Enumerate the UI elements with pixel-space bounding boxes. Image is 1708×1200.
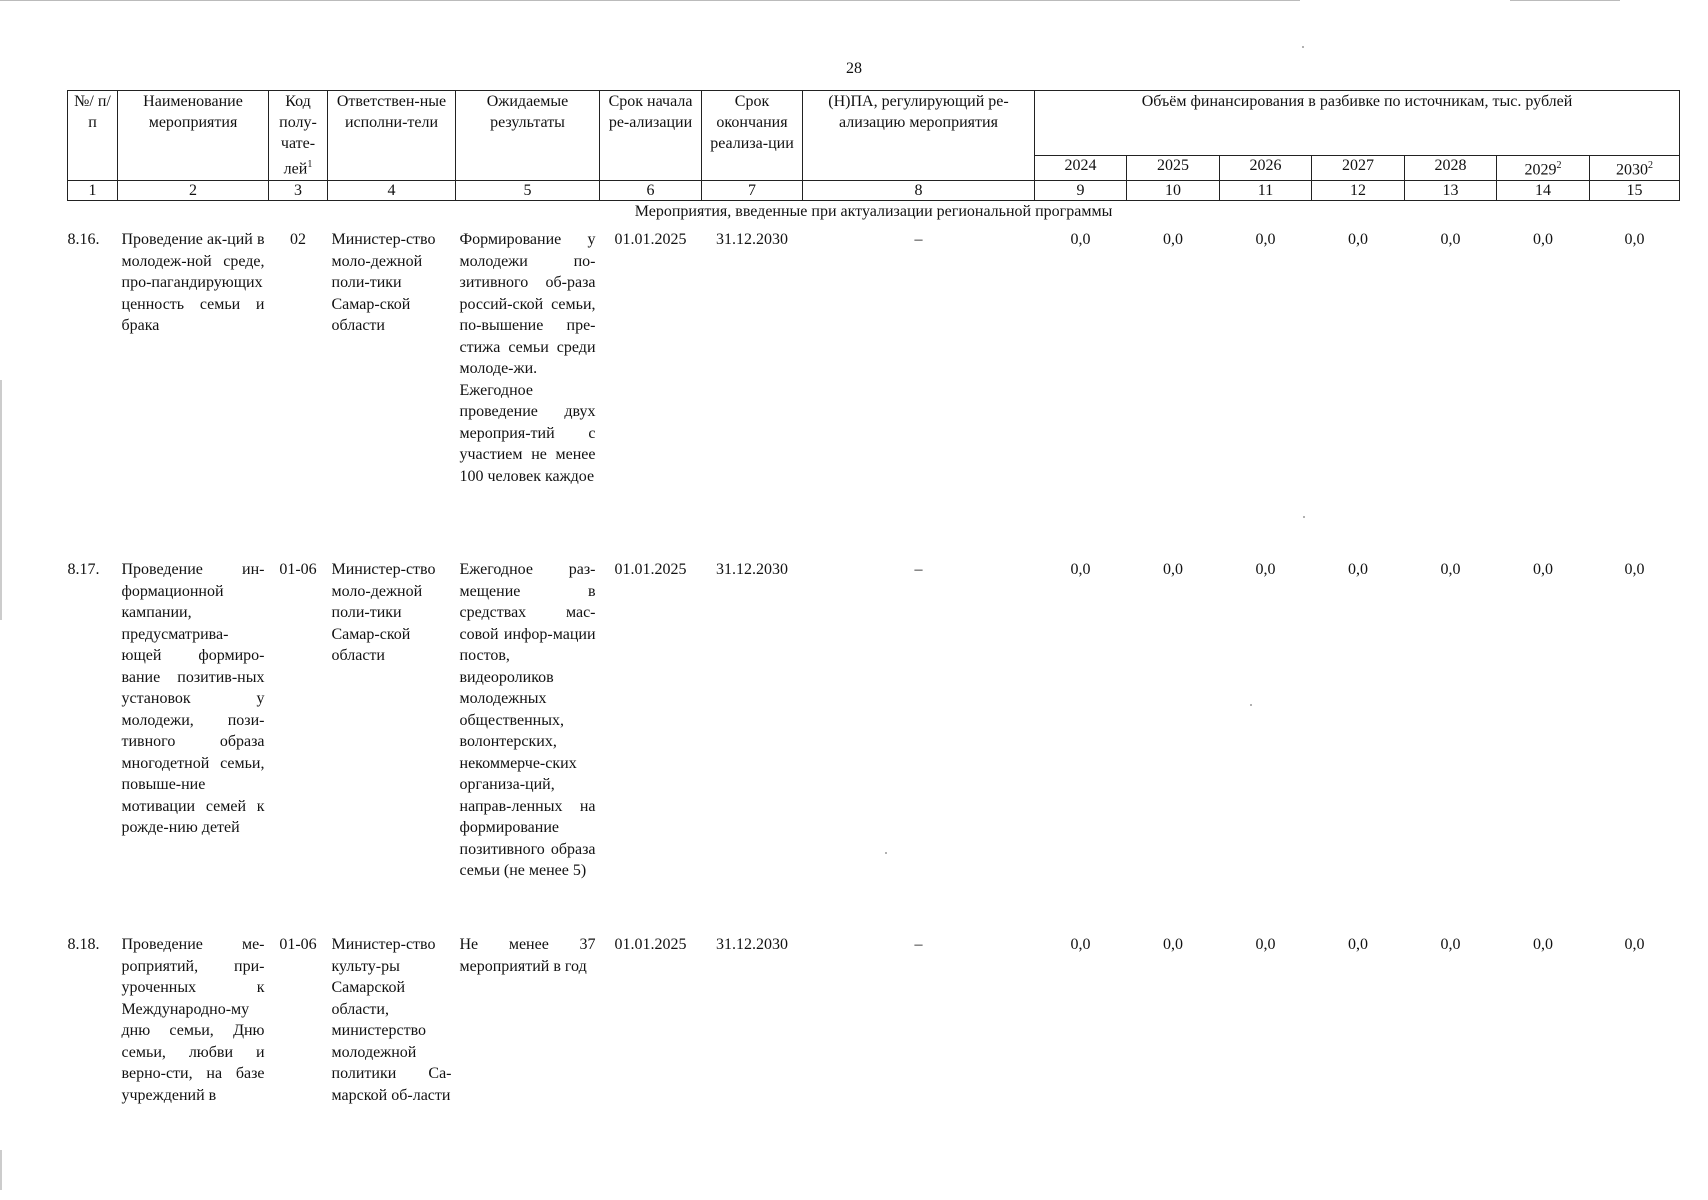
column-number: 4 <box>328 181 456 201</box>
legal-act: – <box>914 561 923 579</box>
scan-top-edge <box>1510 0 1620 1</box>
activity-name: Проведение ак-ций в молодеж-ной среде, про-пагандирующих ценность семьи и брака <box>121 231 265 335</box>
column-number: 1 <box>68 181 118 201</box>
legal-act: – <box>914 231 923 249</box>
executors: Министер-ство культу-ры Самарской области, министерство молодежной политики Са-марской об-ласти <box>331 936 452 1104</box>
funding-value: 0,0 <box>1163 936 1183 954</box>
column-number: 10 <box>1127 181 1220 201</box>
page-number: 28 <box>846 60 862 77</box>
recipient-code: 02 <box>290 231 306 249</box>
header-year: 2025 <box>1127 156 1220 181</box>
column-number: 11 <box>1220 181 1312 201</box>
row-number: 8.17. <box>67 561 100 579</box>
header-legal-act: (Н)ПА, регулирующий ре-ализацию мероприятия <box>803 91 1035 181</box>
column-number: 12 <box>1312 181 1405 201</box>
executors: Министер-ство моло-дежной поли-тики Самар-ской области <box>331 231 436 335</box>
funding-value: 0,0 <box>1440 561 1461 579</box>
table-row <box>68 553 1680 928</box>
column-number: 5 <box>456 181 600 201</box>
header-year: 2026 <box>1220 156 1312 181</box>
scan-left-edge <box>0 380 2 620</box>
table-row <box>68 223 1680 553</box>
funding-value: 0,0 <box>1255 231 1276 249</box>
funding-value: 0,0 <box>1533 561 1553 579</box>
column-number: 9 <box>1035 181 1127 201</box>
expected-results: Ежегодное раз-мещение в средствах мас-совой инфор-мации постов, видеороликов молодежных общественных, волонтерских, некоммерче-ских организа-ций, направ-ленных на формирование позитивного образа семьи (не менее 5) <box>459 561 596 880</box>
funding-value: 0,0 <box>1440 231 1461 249</box>
scan-speck <box>1302 46 1304 48</box>
header-funding: Объём финансирования в разбивке по источникам, тыс. рублей <box>1035 91 1680 156</box>
header-start-date: Срок начала ре-ализации <box>600 91 702 181</box>
funding-value: 0,0 <box>1163 561 1183 579</box>
program-activities-table <box>67 90 1680 1138</box>
header-year: 2024 <box>1035 156 1127 181</box>
funding-value: 0,0 <box>1163 231 1183 249</box>
expected-results: Не менее 37 мероприятий в год <box>459 936 596 975</box>
header-number: №/ п/п <box>68 91 118 181</box>
start-date: 01.01.2025 <box>614 936 687 954</box>
legal-act: – <box>914 936 923 954</box>
funding-value: 0,0 <box>1440 936 1461 954</box>
header-recipient-code: Код полу-чате-лей$^1$ <box>269 91 328 181</box>
funding-value: 0,0 <box>1348 936 1368 954</box>
funding-value: 0,0 <box>1255 561 1276 579</box>
activity-name: Проведение ме-роприятий, при-уроченных к Международно-му дню семьи, Дню семьи, любви и верно-сти, на базе учреждений в <box>121 936 265 1104</box>
start-date: 01.01.2025 <box>614 231 687 249</box>
column-number: 7 <box>702 181 803 201</box>
column-number: 13 <box>1405 181 1497 201</box>
funding-value: 0,0 <box>1255 936 1276 954</box>
funding-value: 0,0 <box>1348 231 1368 249</box>
header-year: 2029$^2$ <box>1497 156 1590 181</box>
header-year: 2028 <box>1405 156 1497 181</box>
end-date: 31.12.2030 <box>716 936 788 954</box>
header-year: 2030$^2$ <box>1590 156 1680 181</box>
header-expected-results: Ожидаемые результаты <box>456 91 600 181</box>
column-number: 15 <box>1590 181 1680 201</box>
start-date: 01.01.2025 <box>614 561 687 579</box>
row-number: 8.16. <box>67 231 100 249</box>
funding-value: 0,0 <box>1070 936 1091 954</box>
expected-results: Формирование у молодежи по-зитивного об-раза россий-ской семьи, по-вышение пре-стижа семьи среди молоде-жи. Ежегодное проведение двух мероприя-тий с участием не менее 100 человек каждое <box>459 231 596 485</box>
column-number: 3 <box>269 181 328 201</box>
column-number: 14 <box>1497 181 1590 201</box>
recipient-code: 01-06 <box>279 936 317 954</box>
column-number: 2 <box>118 181 269 201</box>
executors: Министер-ство моло-дежной поли-тики Самар-ской области <box>331 561 436 665</box>
end-date: 31.12.2030 <box>716 561 788 579</box>
header-activity-name: Наименование мероприятия <box>118 91 269 181</box>
recipient-code: 01-06 <box>279 561 317 579</box>
section-title: Мероприятия, введенные при актуализации региональной программы <box>634 203 1113 221</box>
row-number: 8.18. <box>67 936 100 954</box>
funding-value: 0,0 <box>1070 561 1091 579</box>
column-number: 6 <box>600 181 702 201</box>
funding-value: 0,0 <box>1533 231 1553 249</box>
activity-name: Проведение ин-формационной кампании, предусматрива-ющей формиро-вание позитив-ных установок у молодежи, пози-тивного образа многодетной семьи, повыше-ние мотивации семей к рожде-нию детей <box>121 561 265 837</box>
funding-value: 0,0 <box>1624 561 1645 579</box>
header-year: 2027 <box>1312 156 1405 181</box>
scan-left-edge <box>0 1150 2 1190</box>
funding-value: 0,0 <box>1624 231 1645 249</box>
header-executors: Ответствен-ные исполни-тели <box>328 91 456 181</box>
funding-value: 0,0 <box>1348 561 1368 579</box>
header-end-date: Срок окончания реализа-ции <box>702 91 803 181</box>
funding-value: 0,0 <box>1533 936 1553 954</box>
end-date: 31.12.2030 <box>716 231 788 249</box>
funding-value: 0,0 <box>1070 231 1091 249</box>
table-row <box>68 928 1680 1138</box>
scan-top-edge <box>0 0 1300 1</box>
funding-value: 0,0 <box>1624 936 1645 954</box>
column-number: 8 <box>803 181 1035 201</box>
